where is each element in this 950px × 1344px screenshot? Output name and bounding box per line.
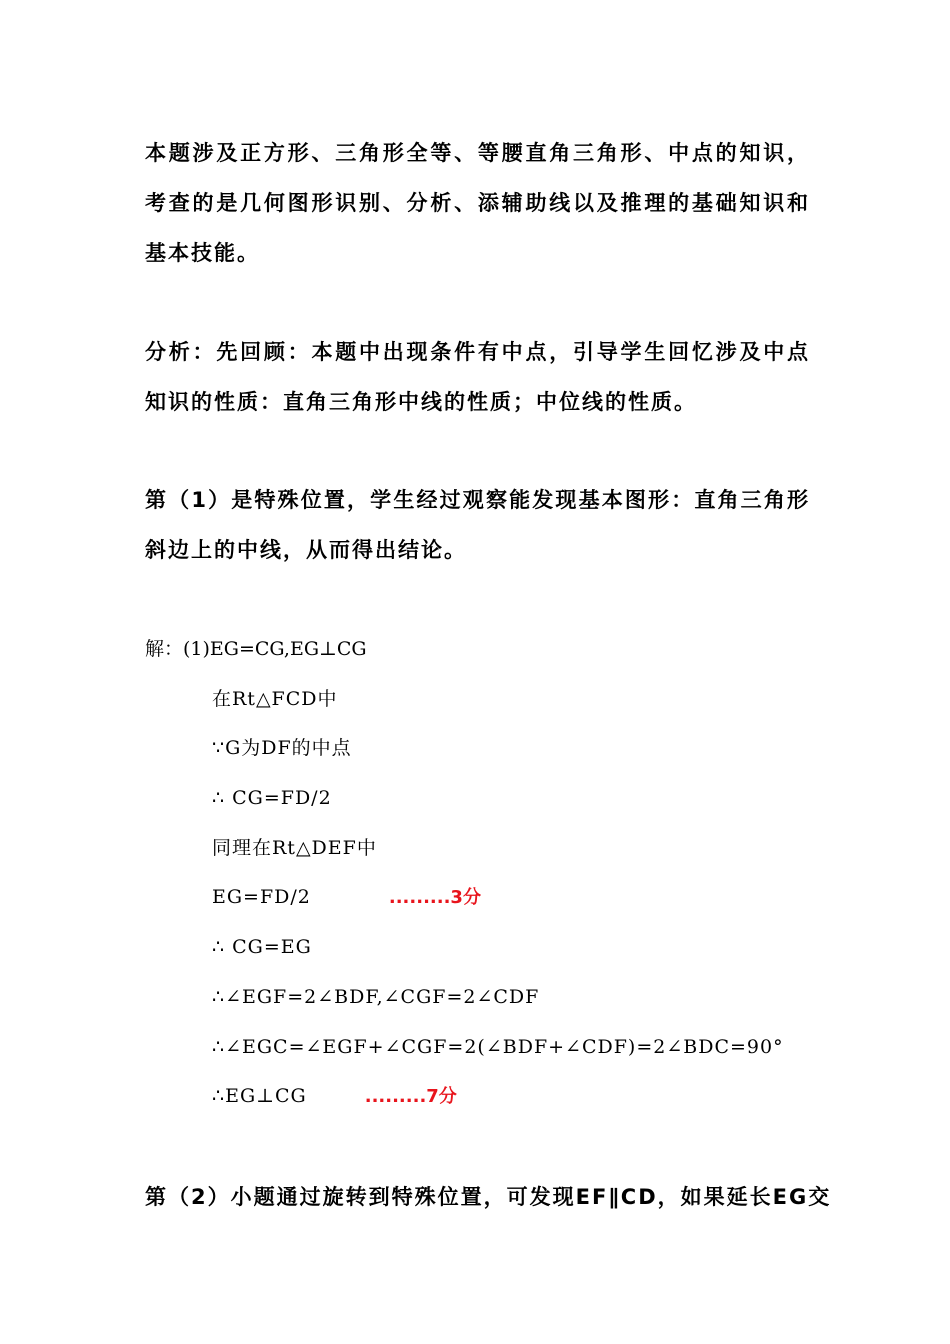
solution-line-2: ∵G为DF的中点 — [212, 737, 352, 759]
solution-heading: 解：(1)EG=CG,EG⊥CG — [145, 638, 367, 660]
part1-paragraph: 第（1）是特殊位置，学生经过观察能发现基本图形：直角三角形斜边上的中线，从而得出结论。 — [145, 488, 810, 562]
solution-line-7: ∴∠EGF=2∠BDF,∠CGF=2∠CDF — [212, 986, 540, 1008]
solution-line-8: ∴∠EGC=∠EGF+∠CGF=2(∠BDF+∠CDF)=2∠BDC=90° — [212, 1036, 784, 1058]
score-mark-7: .........7分 — [364, 1086, 457, 1107]
part2-paragraph: 第（2）小题通过旋转到特殊位置，可发现EF∥CD，如果延长EG交 — [145, 1185, 832, 1209]
solution-line-1: 在Rt△FCD中 — [212, 688, 338, 710]
analysis-paragraph: 分析：先回顾：本题中出现条件有中点，引导学生回忆涉及中点知识的性质：直角三角形中线的性质；中位线的性质。 — [145, 340, 810, 414]
solution-line-5 — [212, 880, 481, 915]
solution-line-9-text: ∴EG⊥CG — [212, 1085, 307, 1107]
score-mark-3: .........3分 — [388, 887, 481, 908]
intro-paragraph: 本题涉及正方形、三角形全等、等腰直角三角形、中点的知识，考查的是几何图形识别、分析、添辅助线以及推理的基础知识和基本技能。 — [145, 141, 810, 265]
solution-line-4: 同理在Rt△DEF中 — [212, 837, 377, 859]
solution-line-5-text: EG=FD/2 — [212, 886, 311, 908]
solution-line-3: ∴ CG=FD/2 — [212, 787, 332, 809]
solution-line-9 — [212, 1079, 457, 1114]
solution-line-6: ∴ CG=EG — [212, 936, 312, 958]
